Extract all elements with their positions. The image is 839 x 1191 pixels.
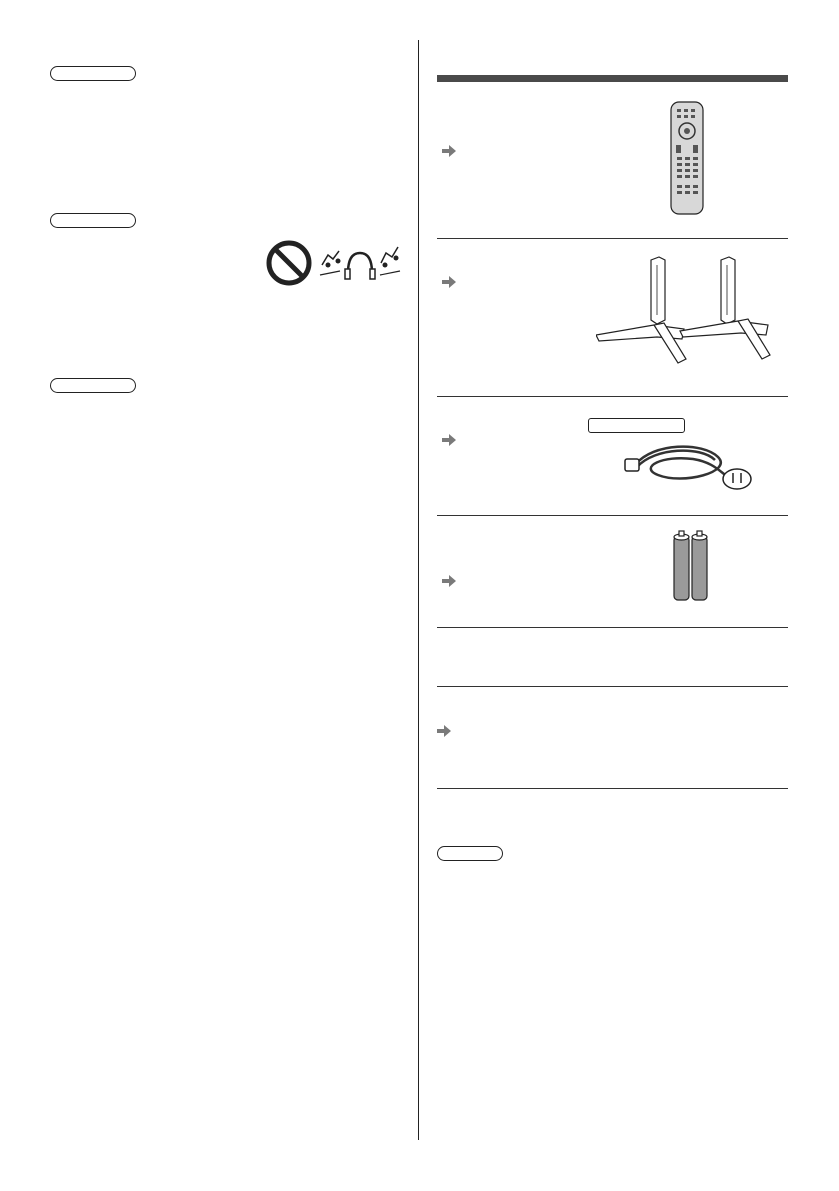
section-divider [437, 686, 788, 687]
section-divider [437, 396, 788, 397]
section-heading-bar [437, 75, 788, 82]
caution-pill-1 [50, 66, 136, 81]
page-ref-arrow-icon [442, 145, 456, 157]
caution-pill-2 [50, 213, 136, 228]
page-ref-arrow-icon [437, 725, 451, 737]
pedestal-icon [596, 255, 786, 370]
prohibition-icon [264, 238, 314, 288]
batteries-icon [671, 530, 711, 602]
page-ref-arrow-icon [442, 276, 456, 288]
section-divider [437, 238, 788, 239]
section-divider [437, 627, 788, 628]
caution-pill-3 [50, 378, 136, 393]
region-pill [588, 418, 685, 433]
note-pill [437, 846, 503, 861]
section-divider [437, 515, 788, 516]
section-divider [437, 788, 788, 789]
headphones-music-icon [318, 243, 402, 283]
remote-control-icon [670, 101, 704, 215]
page-ref-arrow-icon [442, 434, 456, 446]
page-ref-arrow-icon [442, 575, 456, 587]
mains-lead-icon [623, 437, 755, 493]
column-divider [418, 40, 419, 1140]
